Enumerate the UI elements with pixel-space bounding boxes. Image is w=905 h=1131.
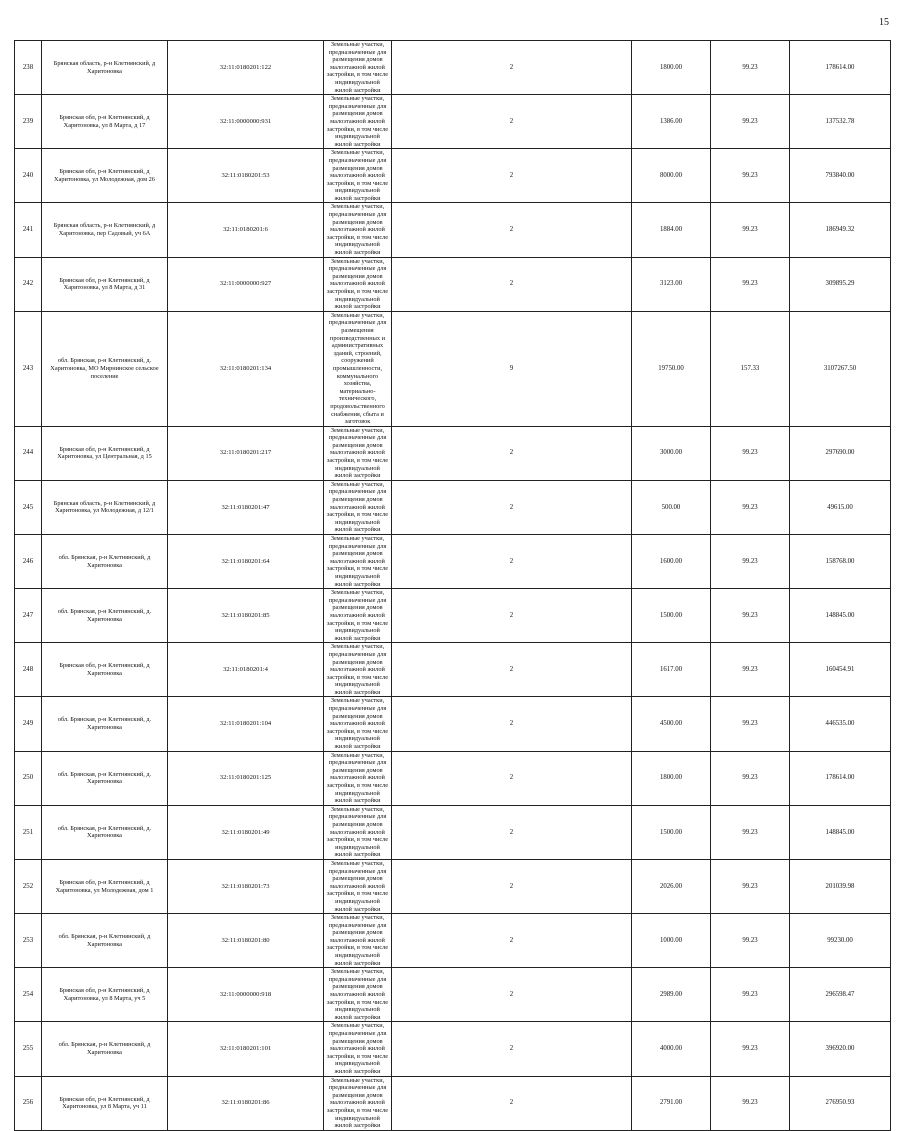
row-number-cell: 241 bbox=[15, 203, 42, 257]
permitted-use-cell: Земельные участки, предназначенные для размещения домов малоэтажной жилой застройки, в том числе индивидуальной жилой застройки bbox=[324, 968, 392, 1022]
table-row bbox=[15, 968, 891, 1022]
permitted-use-cell: Земельные участки, предназначенные для размещения домов малоэтажной жилой застройки, в том числе индивидуальной жилой застройки bbox=[324, 914, 392, 968]
permitted-use-cell: Земельные участки, предназначенные для размещения домов малоэтажной жилой застройки, в том числе индивидуальной жилой застройки bbox=[324, 589, 392, 643]
cadastral-value-cell: 160454.91 bbox=[790, 643, 891, 697]
row-number-cell: 253 bbox=[15, 914, 42, 968]
category-cell: 2 bbox=[392, 480, 632, 534]
cadastral-value-cell: 148845.00 bbox=[790, 805, 891, 859]
category-cell: 2 bbox=[392, 203, 632, 257]
area-cell: 1500.00 bbox=[632, 589, 711, 643]
address-cell: обл. Брянская, р-н Клетнянский, д Харитоновка bbox=[42, 535, 168, 589]
area-cell: 1884.00 bbox=[632, 203, 711, 257]
specific-value-cell: 99.23 bbox=[711, 257, 790, 311]
specific-value-cell: 99.23 bbox=[711, 535, 790, 589]
row-number-cell: 251 bbox=[15, 805, 42, 859]
category-cell: 2 bbox=[392, 426, 632, 480]
table-row bbox=[15, 805, 891, 859]
address-cell: Брянская область, р-н Клетнянский, д Харитоновка, ул Молодежная, д 12/1 bbox=[42, 480, 168, 534]
permitted-use-cell: Земельные участки, предназначенные для размещения домов малоэтажной жилой застройки, в том числе индивидуальной жилой застройки bbox=[324, 203, 392, 257]
address-cell: обл. Брянская, р-н Клетнянский, д. Харитоновка bbox=[42, 697, 168, 751]
cadastral-number-cell: 32:11:0180201:49 bbox=[168, 805, 324, 859]
category-cell: 2 bbox=[392, 257, 632, 311]
table-row bbox=[15, 149, 891, 203]
row-number-cell: 245 bbox=[15, 480, 42, 534]
address-cell: обл. Брянская, р-н Клетнянский, д Харитоновка bbox=[42, 914, 168, 968]
cadastral-number-cell: 32:11:0180201:134 bbox=[168, 311, 324, 426]
category-cell: 2 bbox=[392, 751, 632, 805]
specific-value-cell: 99.23 bbox=[711, 1022, 790, 1076]
address-cell: Брянская обл, р-н Клетнянский, д Харитоновка, ул Молодежная, дом 1 bbox=[42, 859, 168, 913]
permitted-use-cell: Земельные участки, предназначенные для размещения домов малоэтажной жилой застройки, в том числе индивидуальной жилой застройки bbox=[324, 149, 392, 203]
cadastral-number-cell: 32:11:0180201:47 bbox=[168, 480, 324, 534]
area-cell: 1800.00 bbox=[632, 41, 711, 95]
category-cell: 2 bbox=[392, 95, 632, 149]
specific-value-cell: 99.23 bbox=[711, 968, 790, 1022]
permitted-use-cell: Земельные участки, предназначенные для размещения домов малоэтажной жилой застройки, в том числе индивидуальной жилой застройки bbox=[324, 95, 392, 149]
cadastral-value-cell: 49615.00 bbox=[790, 480, 891, 534]
row-number-cell: 239 bbox=[15, 95, 42, 149]
area-cell: 8000.00 bbox=[632, 149, 711, 203]
land-plots-table bbox=[14, 40, 891, 1131]
table-row bbox=[15, 643, 891, 697]
cadastral-number-cell: 32:11:0180201:80 bbox=[168, 914, 324, 968]
category-cell: 2 bbox=[392, 914, 632, 968]
cadastral-value-cell: 396920.00 bbox=[790, 1022, 891, 1076]
category-cell: 2 bbox=[392, 41, 632, 95]
cadastral-value-cell: 3107267.50 bbox=[790, 311, 891, 426]
cadastral-value-cell: 446535.00 bbox=[790, 697, 891, 751]
permitted-use-cell: Земельные участки, предназначенные для размещения производственных и административных зданий, строений, сооружений промышленности, коммунального хозяйства, материально-технического, продовольственного снабжения, сбыта и заготовок bbox=[324, 311, 392, 426]
table-row bbox=[15, 589, 891, 643]
cadastral-number-cell: 32:11:0180201:125 bbox=[168, 751, 324, 805]
cadastral-value-cell: 276950.93 bbox=[790, 1076, 891, 1130]
address-cell: Брянская обл, р-н Клетнянский, д Харитоновка, ул Молодежная, дом 26 bbox=[42, 149, 168, 203]
table-row bbox=[15, 426, 891, 480]
permitted-use-cell: Земельные участки, предназначенные для размещения домов малоэтажной жилой застройки, в том числе индивидуальной жилой застройки bbox=[324, 480, 392, 534]
specific-value-cell: 99.23 bbox=[711, 589, 790, 643]
cadastral-value-cell: 201039.98 bbox=[790, 859, 891, 913]
address-cell: Брянская обл, р-н Клетнянский, д Харитоновка, ул 8 Марта, д 31 bbox=[42, 257, 168, 311]
area-cell: 3000.00 bbox=[632, 426, 711, 480]
category-cell: 2 bbox=[392, 643, 632, 697]
cadastral-number-cell: 32:11:0180201:86 bbox=[168, 1076, 324, 1130]
table-row bbox=[15, 311, 891, 426]
row-number-cell: 243 bbox=[15, 311, 42, 426]
area-cell: 2791.00 bbox=[632, 1076, 711, 1130]
table-row bbox=[15, 914, 891, 968]
row-number-cell: 255 bbox=[15, 1022, 42, 1076]
address-cell: обл. Брянская, р-н Клетнянский, д. Харитоновка bbox=[42, 751, 168, 805]
category-cell: 2 bbox=[392, 1076, 632, 1130]
permitted-use-cell: Земельные участки, предназначенные для размещения домов малоэтажной жилой застройки, в том числе индивидуальной жилой застройки bbox=[324, 1076, 392, 1130]
specific-value-cell: 99.23 bbox=[711, 697, 790, 751]
cadastral-number-cell: 32:11:0180201:85 bbox=[168, 589, 324, 643]
row-number-cell: 252 bbox=[15, 859, 42, 913]
permitted-use-cell: Земельные участки, предназначенные для размещения домов малоэтажной жилой застройки, в том числе индивидуальной жилой застройки bbox=[324, 643, 392, 697]
cadastral-number-cell: 32:11:0180201:6 bbox=[168, 203, 324, 257]
table-row bbox=[15, 697, 891, 751]
address-cell: Брянская область, р-н Клетнянский, д Харитоновка bbox=[42, 41, 168, 95]
cadastral-number-cell: 32:11:0000000:927 bbox=[168, 257, 324, 311]
table-row bbox=[15, 859, 891, 913]
address-cell: обл. Брянская, р-н Клетнянский, д. Харитоновка bbox=[42, 805, 168, 859]
permitted-use-cell: Земельные участки, предназначенные для размещения домов малоэтажной жилой застройки, в том числе индивидуальной жилой застройки bbox=[324, 805, 392, 859]
row-number-cell: 247 bbox=[15, 589, 42, 643]
specific-value-cell: 99.23 bbox=[711, 643, 790, 697]
table-row bbox=[15, 535, 891, 589]
specific-value-cell: 99.23 bbox=[711, 751, 790, 805]
permitted-use-cell: Земельные участки, предназначенные для размещения домов малоэтажной жилой застройки, в том числе индивидуальной жилой застройки bbox=[324, 426, 392, 480]
cadastral-number-cell: 32:11:0000000:931 bbox=[168, 95, 324, 149]
specific-value-cell: 99.23 bbox=[711, 95, 790, 149]
cadastral-number-cell: 32:11:0180201:4 bbox=[168, 643, 324, 697]
page-number: 15 bbox=[879, 17, 889, 28]
area-cell: 2989.00 bbox=[632, 968, 711, 1022]
cadastral-number-cell: 32:11:0180201:217 bbox=[168, 426, 324, 480]
specific-value-cell: 99.23 bbox=[711, 859, 790, 913]
category-cell: 9 bbox=[392, 311, 632, 426]
cadastral-number-cell: 32:11:0180201:64 bbox=[168, 535, 324, 589]
specific-value-cell: 99.23 bbox=[711, 203, 790, 257]
address-cell: Брянская обл, р-н Клетнянский, д Харитоновка, ул 8 Марта, д 17 bbox=[42, 95, 168, 149]
specific-value-cell: 99.23 bbox=[711, 914, 790, 968]
area-cell: 1800.00 bbox=[632, 751, 711, 805]
cadastral-value-cell: 297690.00 bbox=[790, 426, 891, 480]
table-row bbox=[15, 257, 891, 311]
cadastral-value-cell: 178614.00 bbox=[790, 751, 891, 805]
row-number-cell: 256 bbox=[15, 1076, 42, 1130]
specific-value-cell: 99.23 bbox=[711, 149, 790, 203]
cadastral-number-cell: 32:11:0000000:918 bbox=[168, 968, 324, 1022]
category-cell: 2 bbox=[392, 859, 632, 913]
address-cell: Брянская обл, р-н Клетнянский, д Харитоновка, ул 8 Марта, уч 11 bbox=[42, 1076, 168, 1130]
cadastral-value-cell: 186949.32 bbox=[790, 203, 891, 257]
area-cell: 1500.00 bbox=[632, 805, 711, 859]
row-number-cell: 249 bbox=[15, 697, 42, 751]
row-number-cell: 238 bbox=[15, 41, 42, 95]
permitted-use-cell: Земельные участки, предназначенные для размещения домов малоэтажной жилой застройки, в том числе индивидуальной жилой застройки bbox=[324, 859, 392, 913]
cadastral-value-cell: 793840.00 bbox=[790, 149, 891, 203]
cadastral-value-cell: 178614.00 bbox=[790, 41, 891, 95]
specific-value-cell: 157.33 bbox=[711, 311, 790, 426]
area-cell: 19750.00 bbox=[632, 311, 711, 426]
specific-value-cell: 99.23 bbox=[711, 805, 790, 859]
category-cell: 2 bbox=[392, 968, 632, 1022]
address-cell: обл. Брянская, р-н Клетнянский, д. Харитоновка, МО Мирнинское сельское поселение bbox=[42, 311, 168, 426]
cadastral-number-cell: 32:11:0180201:101 bbox=[168, 1022, 324, 1076]
specific-value-cell: 99.23 bbox=[711, 480, 790, 534]
address-cell: Брянская область, р-н Клетнянский, д Харитоновка, пер Садовый, уч 6А bbox=[42, 203, 168, 257]
cadastral-value-cell: 309895.29 bbox=[790, 257, 891, 311]
table-body bbox=[15, 41, 891, 1131]
address-cell: Брянская обл, р-н Клетнянский, д Харитоновка bbox=[42, 643, 168, 697]
permitted-use-cell: Земельные участки, предназначенные для размещения домов малоэтажной жилой застройки, в том числе индивидуальной жилой застройки bbox=[324, 535, 392, 589]
cadastral-value-cell: 137532.78 bbox=[790, 95, 891, 149]
row-number-cell: 244 bbox=[15, 426, 42, 480]
area-cell: 1000.00 bbox=[632, 914, 711, 968]
address-cell: обл. Брянская, р-н Клетнянский, д Харитоновка bbox=[42, 1022, 168, 1076]
permitted-use-cell: Земельные участки, предназначенные для размещения домов малоэтажной жилой застройки, в том числе индивидуальной жилой застройки bbox=[324, 1022, 392, 1076]
area-cell: 2026.00 bbox=[632, 859, 711, 913]
table-row bbox=[15, 203, 891, 257]
row-number-cell: 242 bbox=[15, 257, 42, 311]
table-row bbox=[15, 1076, 891, 1130]
category-cell: 2 bbox=[392, 589, 632, 643]
cadastral-number-cell: 32:11:0180201:53 bbox=[168, 149, 324, 203]
permitted-use-cell: Земельные участки, предназначенные для размещения домов малоэтажной жилой застройки, в том числе индивидуальной жилой застройки bbox=[324, 751, 392, 805]
cadastral-number-cell: 32:11:0180201:104 bbox=[168, 697, 324, 751]
row-number-cell: 240 bbox=[15, 149, 42, 203]
permitted-use-cell: Земельные участки, предназначенные для размещения домов малоэтажной жилой застройки, в том числе индивидуальной жилой застройки bbox=[324, 257, 392, 311]
area-cell: 4500.00 bbox=[632, 697, 711, 751]
table-row bbox=[15, 95, 891, 149]
cadastral-number-cell: 32:11:0180201:73 bbox=[168, 859, 324, 913]
area-cell: 4000.00 bbox=[632, 1022, 711, 1076]
table-row bbox=[15, 751, 891, 805]
cadastral-value-cell: 148845.00 bbox=[790, 589, 891, 643]
category-cell: 2 bbox=[392, 1022, 632, 1076]
row-number-cell: 248 bbox=[15, 643, 42, 697]
cadastral-value-cell: 296598.47 bbox=[790, 968, 891, 1022]
area-cell: 500.00 bbox=[632, 480, 711, 534]
category-cell: 2 bbox=[392, 535, 632, 589]
category-cell: 2 bbox=[392, 149, 632, 203]
cadastral-value-cell: 158768.00 bbox=[790, 535, 891, 589]
row-number-cell: 254 bbox=[15, 968, 42, 1022]
specific-value-cell: 99.23 bbox=[711, 41, 790, 95]
row-number-cell: 250 bbox=[15, 751, 42, 805]
address-cell: Брянская обл, р-н Клетнянский, д Харитоновка, ул Центральная, д 15 bbox=[42, 426, 168, 480]
area-cell: 1600.00 bbox=[632, 535, 711, 589]
cadastral-number-cell: 32:11:0180201:122 bbox=[168, 41, 324, 95]
permitted-use-cell: Земельные участки, предназначенные для размещения домов малоэтажной жилой застройки, в том числе индивидуальной жилой застройки bbox=[324, 697, 392, 751]
address-cell: обл. Брянская, р-н Клетнянский, д. Харитоновка bbox=[42, 589, 168, 643]
specific-value-cell: 99.23 bbox=[711, 1076, 790, 1130]
area-cell: 3123.00 bbox=[632, 257, 711, 311]
row-number-cell: 246 bbox=[15, 535, 42, 589]
table-row bbox=[15, 1022, 891, 1076]
area-cell: 1617.00 bbox=[632, 643, 711, 697]
table-row bbox=[15, 41, 891, 95]
address-cell: Брянская обл, р-н Клетнянский, д Харитоновка, ул 8 Марта, уч 5 bbox=[42, 968, 168, 1022]
permitted-use-cell: Земельные участки, предназначенные для размещения домов малоэтажной жилой застройки, в том числе индивидуальной жилой застройки bbox=[324, 41, 392, 95]
table-row bbox=[15, 480, 891, 534]
area-cell: 1386.00 bbox=[632, 95, 711, 149]
category-cell: 2 bbox=[392, 697, 632, 751]
specific-value-cell: 99.23 bbox=[711, 426, 790, 480]
category-cell: 2 bbox=[392, 805, 632, 859]
cadastral-value-cell: 99230.00 bbox=[790, 914, 891, 968]
